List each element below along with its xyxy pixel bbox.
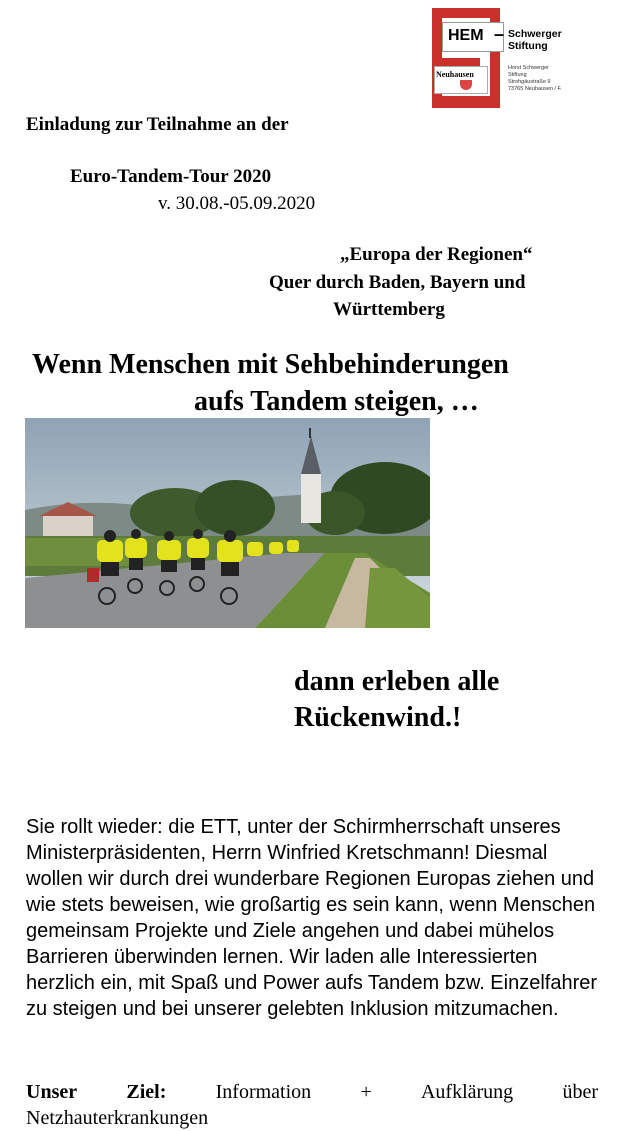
logo-name-line2: Stiftung [508,40,548,52]
headline-line-1: Wenn Menschen mit Sehbehinderungen [32,349,509,380]
invitation-body [26,814,598,1022]
tour-title: Euro-Tandem-Tour 2020 [70,166,272,187]
headline-line-2: aufs Tandem steigen, … [194,386,479,417]
goal-word: Information [215,1081,312,1103]
invitation-heading: Einladung zur Teilnahme an der [26,114,289,135]
goal-word: + [360,1081,372,1103]
headline-line-4: Rückenwind.! [294,702,462,733]
logo-address-line: 73765 Neuhausen / F. [508,86,562,92]
tour-dates: v. 30.08.-05.09.2020 [158,193,316,214]
goal-line-1 [26,1079,598,1105]
goal-word: Aufklärung [420,1081,514,1103]
logo-brand: HEM [448,27,484,44]
headline-line-3: dann erleben alle [294,666,500,697]
logo-dash: – [494,24,505,44]
town-name: Neuhausen [436,70,474,79]
goal-statement [26,1079,598,1131]
body-paragraph: Sie rollt wieder: die ETT, unter der Schirmherrschaft unseres Ministerpräsidenten, Herrn Winfried Kretschmann! Diesmal wollen wir durch drei wunderbare Regionen Europas ziehen und wie stets beweisen, wie großartig es sein kann, wenn Menschen gemeinsam Projekte und Ziele angehen und dabei mühelos Barrieren überwinden lernen. Wir laden alle Interessierten herzlich ein, mit Spaß und Power aufs Tandem bzw. Einzelfahrer zu steigen und bei unserer gelebten Inklusion mitzumachen. [26,816,598,1020]
logo-address-line: Horst Schwerger [508,65,549,71]
foundation-logo [432,8,592,112]
logo-address-line: Stiftung [508,72,527,78]
tandem-photo-illustration [25,418,430,628]
logo-address-line: Strohgäustraße 9 [508,79,551,85]
motto-line-3: Württemberg [333,299,445,320]
logo-name-line1: Schwerger [508,28,562,40]
goal-word: über [562,1081,598,1103]
goal-line-2: Netzhauterkrankungen [26,1107,209,1129]
motto-line-1: „Europa der Regionen“ [340,244,533,265]
goal-label-word: Unser [26,1081,78,1103]
tandem-photo [25,418,430,628]
goal-label-word: Ziel: [126,1081,167,1103]
motto-line-2: Quer durch Baden, Bayern und [269,272,526,293]
